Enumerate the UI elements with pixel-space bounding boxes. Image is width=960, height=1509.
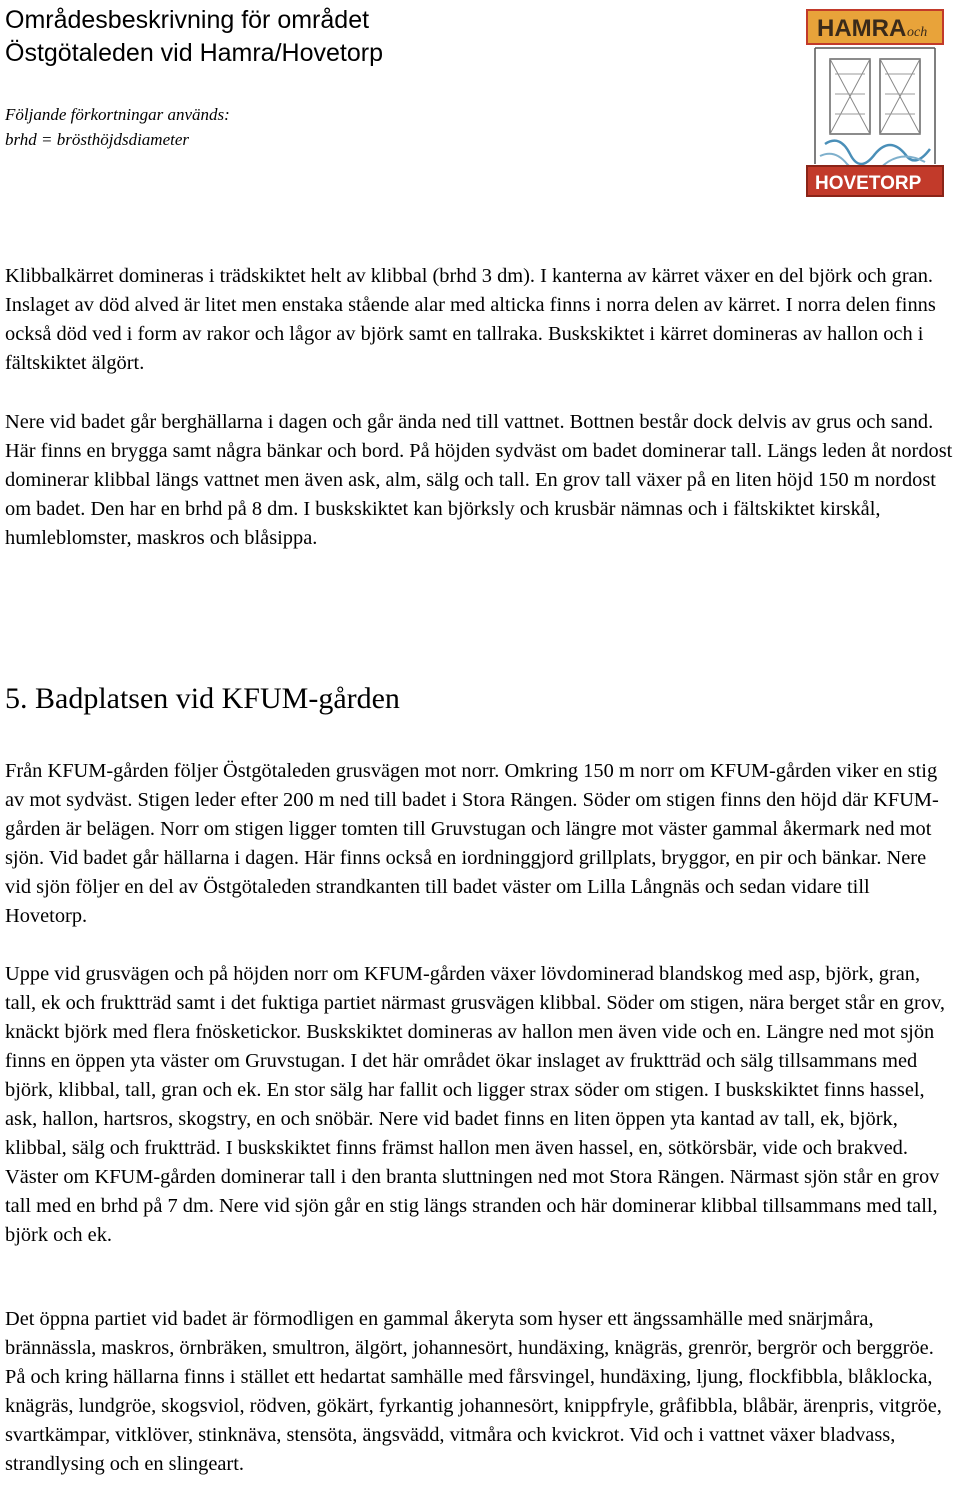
- paragraph-badet-berghallar: Nere vid badet går berghällarna i dagen och går ända ned till vattnet. Bottnen består dock delvis av grus och sand. Här finns en brygga samt några bänkar och bord. På höjden sydväst om badet dominerar tall. Längs leden åt nordost dominerar klibbal längs vattnet men även ask, alm, sälg och tall. En grov tall växer på en liten höjd 150 m nordost om badet. Den har en brhd på 8 dm. I buskskiktet kan björksly och krusbär nämnas och i fältskiktet kirskål, humleblomster, maskros och blåsippa.: [5, 411, 953, 549]
- paragraph-angssamhalle: Det öppna partiet vid badet är förmodligen en gammal åkeryta som hyser ett ängssamhälle med snärjmåra, brännässla, maskros, örnbräken, smultron, älgört, johannesört, hundäxing, knägräs, grenrör, bergrör och berggröe. På och kring hällarna finns i stället ett hedartat samhälle med fårsvingel, hundäxing, ljung, flockfibbla, blåklocka, knägräs, lundgröe, skogsviol, rödven, gökärt, fyrkantig johannesört, knippfryle, gråfibbla, blåbär, ärenpris, vitgröe, svartkämpar, vitklöver, stinknäva, stensöta, ängsvädd, vitmåra och kvickrot. Vid och i vattnet växer bladvass, strandlysing och en slingeart.: [5, 1308, 942, 1475]
- logo-top-small-text: och: [907, 25, 928, 40]
- logo-illustration: [795, 4, 955, 204]
- logo-top-text: HAMRA: [817, 15, 907, 42]
- paragraph-kfum-route: Från KFUM-gården följer Östgötaleden grusvägen mot norr. Omkring 150 m norr om KFUM-gården viker en stig av mot sydväst. Stigen leder efter 200 m ned till badet i Stora Rängen. Söder om stigen finns den höjd där KFUM-gården är belägen. Norr om stigen ligger tomten till Gruvstugan och längre mot väster gammal åkermark ned mot sjön. Vid badet går hällarna i dagen. Här finns också en iordninggjord grillplats, bryggor, en pir och bänkar. Nere vid sjön följer en del av Östgötaleden strandkanten till badet väster om Lilla Långnäs och sedan vidare till Hovetorp.: [5, 760, 939, 927]
- document-title: [5, 4, 765, 70]
- paragraph-kfum-vegetation: Uppe vid grusvägen och på höjden norr om KFUM-gården växer lövdominerad blandskog med asp, björk, gran, tall, ek och fruktträd samt i det fuktiga partiet närmast grusvägen klibbal. Söder om stigen, nära berget står en grov, knäckt björk med flera fnösketickor. Buskskiktet domineras av hallon men även vide och en. Längre ned mot sjön finns en öppen yta väster om Gruvstugan. I det här området ökar inslaget av fruktträd och sälg tillsammans med björk, klibbal, tall, gran och ek. En stor sälg har fallit och ligger strax söder om stigen. I buskskiktet finns hassel, ask, hallon, hartsros, skogstry, en och snöbär. Nere vid badet finns en liten öppen yta kantad av tall, ek, björk, klibbal, sälg och fruktträd. I buskskiktet finns främst hallon men även hassel, en, sötkörsbär, vide och brakved. Väster om KFUM-gården dominerar tall i den branta sluttningen ned mot Stora Rängen. Närmast sjön står en grov tall med en brhd på 7 dm. Nere vid sjön går en stig längs stranden och här dominerar klibbal tillsammans med tall, björk och ek.: [5, 963, 945, 1246]
- paragraph-klibbalkarret: Klibbalkärret domineras i trädskiktet helt av klibbal (brhd 3 dm). I kanterna av kärret växer en del björk och gran. Inslaget av död alved är litet men enstaka stående alar med alticka finns i norra delen av kärret. I norra delen finns också död ved i form av rakor och lågor av björk samt en tallraka. Buskskiktet i kärret domineras av hallon och i fältskiktet älgört.: [5, 265, 936, 374]
- abbreviation-note: [5, 102, 705, 152]
- title-line-2: Östgötaleden vid Hamra/Hovetorp: [5, 39, 383, 67]
- title-line-1: Områdesbeskrivning för området: [5, 6, 370, 34]
- section-heading: 5. Badplatsen vid KFUM-gården: [5, 682, 400, 715]
- hamra-hovetorp-logo: [795, 4, 955, 204]
- logo-bottom-text: HOVETORP: [815, 173, 922, 194]
- abbreviation-intro: Följande förkortningar används:: [5, 105, 230, 124]
- abbreviation-definition: brhd = brösthöjdsdiameter: [5, 130, 190, 149]
